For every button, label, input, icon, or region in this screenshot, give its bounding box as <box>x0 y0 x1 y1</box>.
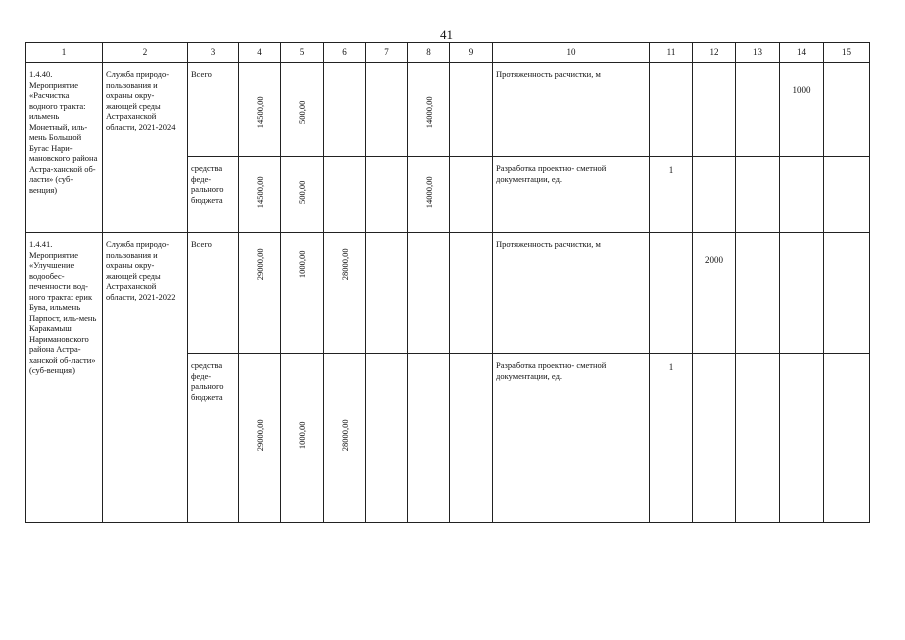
value-col11 <box>650 233 692 241</box>
empty-cell <box>824 354 870 523</box>
executor-cell <box>103 63 188 233</box>
amount-total: 29000,00 <box>254 419 265 452</box>
amount-col6: 28000,00 <box>339 419 350 452</box>
amount-col8: 14000,00 <box>423 96 434 129</box>
value-col11 <box>650 63 692 71</box>
value-col14 <box>780 354 823 362</box>
column-number: 14 <box>780 43 824 63</box>
amount-col5: 1000,00 <box>296 421 307 450</box>
empty-cell <box>824 157 870 233</box>
value-col12 <box>693 63 735 71</box>
value-col14 <box>780 233 823 241</box>
column-number: 3 <box>188 43 239 63</box>
amount-col5: 500,00 <box>296 100 307 124</box>
measures-table <box>25 42 870 523</box>
funding-source: Всего <box>191 239 212 249</box>
column-number: 7 <box>366 43 408 63</box>
column-number: 13 <box>736 43 780 63</box>
funding-source: средства феде-рального бюджета <box>191 163 224 205</box>
value-col12 <box>693 157 735 165</box>
column-number: 6 <box>324 43 366 63</box>
amount-total: 14500,00 <box>254 96 265 129</box>
amount-total: 29000,00 <box>254 248 265 281</box>
executor-text: Служба природо-пользования и охраны окру-жающей среды Астраханской области, 2021-2022 <box>106 239 176 302</box>
value-col12 <box>693 354 735 362</box>
measure-title: 1.4.40. Мероприятие «Расчистка водного тракта: ильмень Монетный, иль-мень Большой Бугас Нари-мановского района Астра-ханской об-ласти» (суб-венция) <box>29 69 98 195</box>
indicator-text: Протяженность расчистки, м <box>496 239 601 249</box>
column-number: 9 <box>450 43 493 63</box>
column-number: 1 <box>26 43 103 63</box>
empty-cell <box>736 63 780 157</box>
empty-cell <box>366 233 408 354</box>
indicator-text: Разработка проектно- сметной документации, ед. <box>496 163 607 184</box>
value-col12: 2000 <box>705 255 723 265</box>
empty-cell <box>824 233 870 354</box>
amount-col6: 28000,00 <box>339 248 350 281</box>
empty-cell <box>736 157 780 233</box>
amount-total: 14500,00 <box>254 176 265 209</box>
indicator-text: Протяженность расчистки, м <box>496 69 601 79</box>
column-number: 8 <box>408 43 450 63</box>
column-number: 2 <box>103 43 188 63</box>
empty-cell <box>450 63 493 157</box>
empty-cell <box>450 157 493 233</box>
value-col14: 1000 <box>792 85 811 95</box>
value-col11: 1 <box>668 165 674 175</box>
column-number: 4 <box>239 43 281 63</box>
empty-cell <box>736 233 780 354</box>
empty-cell <box>736 354 780 523</box>
column-number-row <box>26 43 870 63</box>
column-number: 5 <box>281 43 324 63</box>
indicator-text: Разработка проектно- сметной документации, ед. <box>496 360 607 381</box>
value-col14 <box>780 157 823 165</box>
amount-col5: 1000,00 <box>296 250 307 279</box>
table-row <box>26 63 870 157</box>
empty-cell <box>366 354 408 523</box>
empty-cell <box>366 63 408 157</box>
measure-title-cell <box>26 63 103 233</box>
value-col11: 1 <box>668 362 674 372</box>
column-number: 10 <box>493 43 650 63</box>
measure-title: 1.4.41. Мероприятие «Улучшение водообес-печенности вод-ного тракта: ерик Бува, ильмень Парпост, иль-мень Каракамыш Наримановского района Астра-ханской об-ласти» (суб-венция) <box>29 239 97 375</box>
empty-cell <box>366 157 408 233</box>
column-number: 12 <box>693 43 736 63</box>
column-number: 11 <box>650 43 693 63</box>
empty-cell <box>450 233 493 354</box>
page-number: 41 <box>440 27 453 42</box>
empty-cell <box>824 63 870 157</box>
funding-source: Всего <box>191 69 212 79</box>
measure-title-cell <box>26 233 103 523</box>
executor-text: Служба природо-пользования и охраны окру-жающей среды Астраханской области, 2021-2024 <box>106 69 176 132</box>
funding-source: средства феде-рального бюджета <box>191 360 224 402</box>
table-row <box>26 233 870 354</box>
amount-col8: 14000,00 <box>423 176 434 209</box>
executor-cell <box>103 233 188 523</box>
amount-col5: 500,00 <box>296 180 307 204</box>
column-number: 15 <box>824 43 870 63</box>
empty-cell <box>450 354 493 523</box>
